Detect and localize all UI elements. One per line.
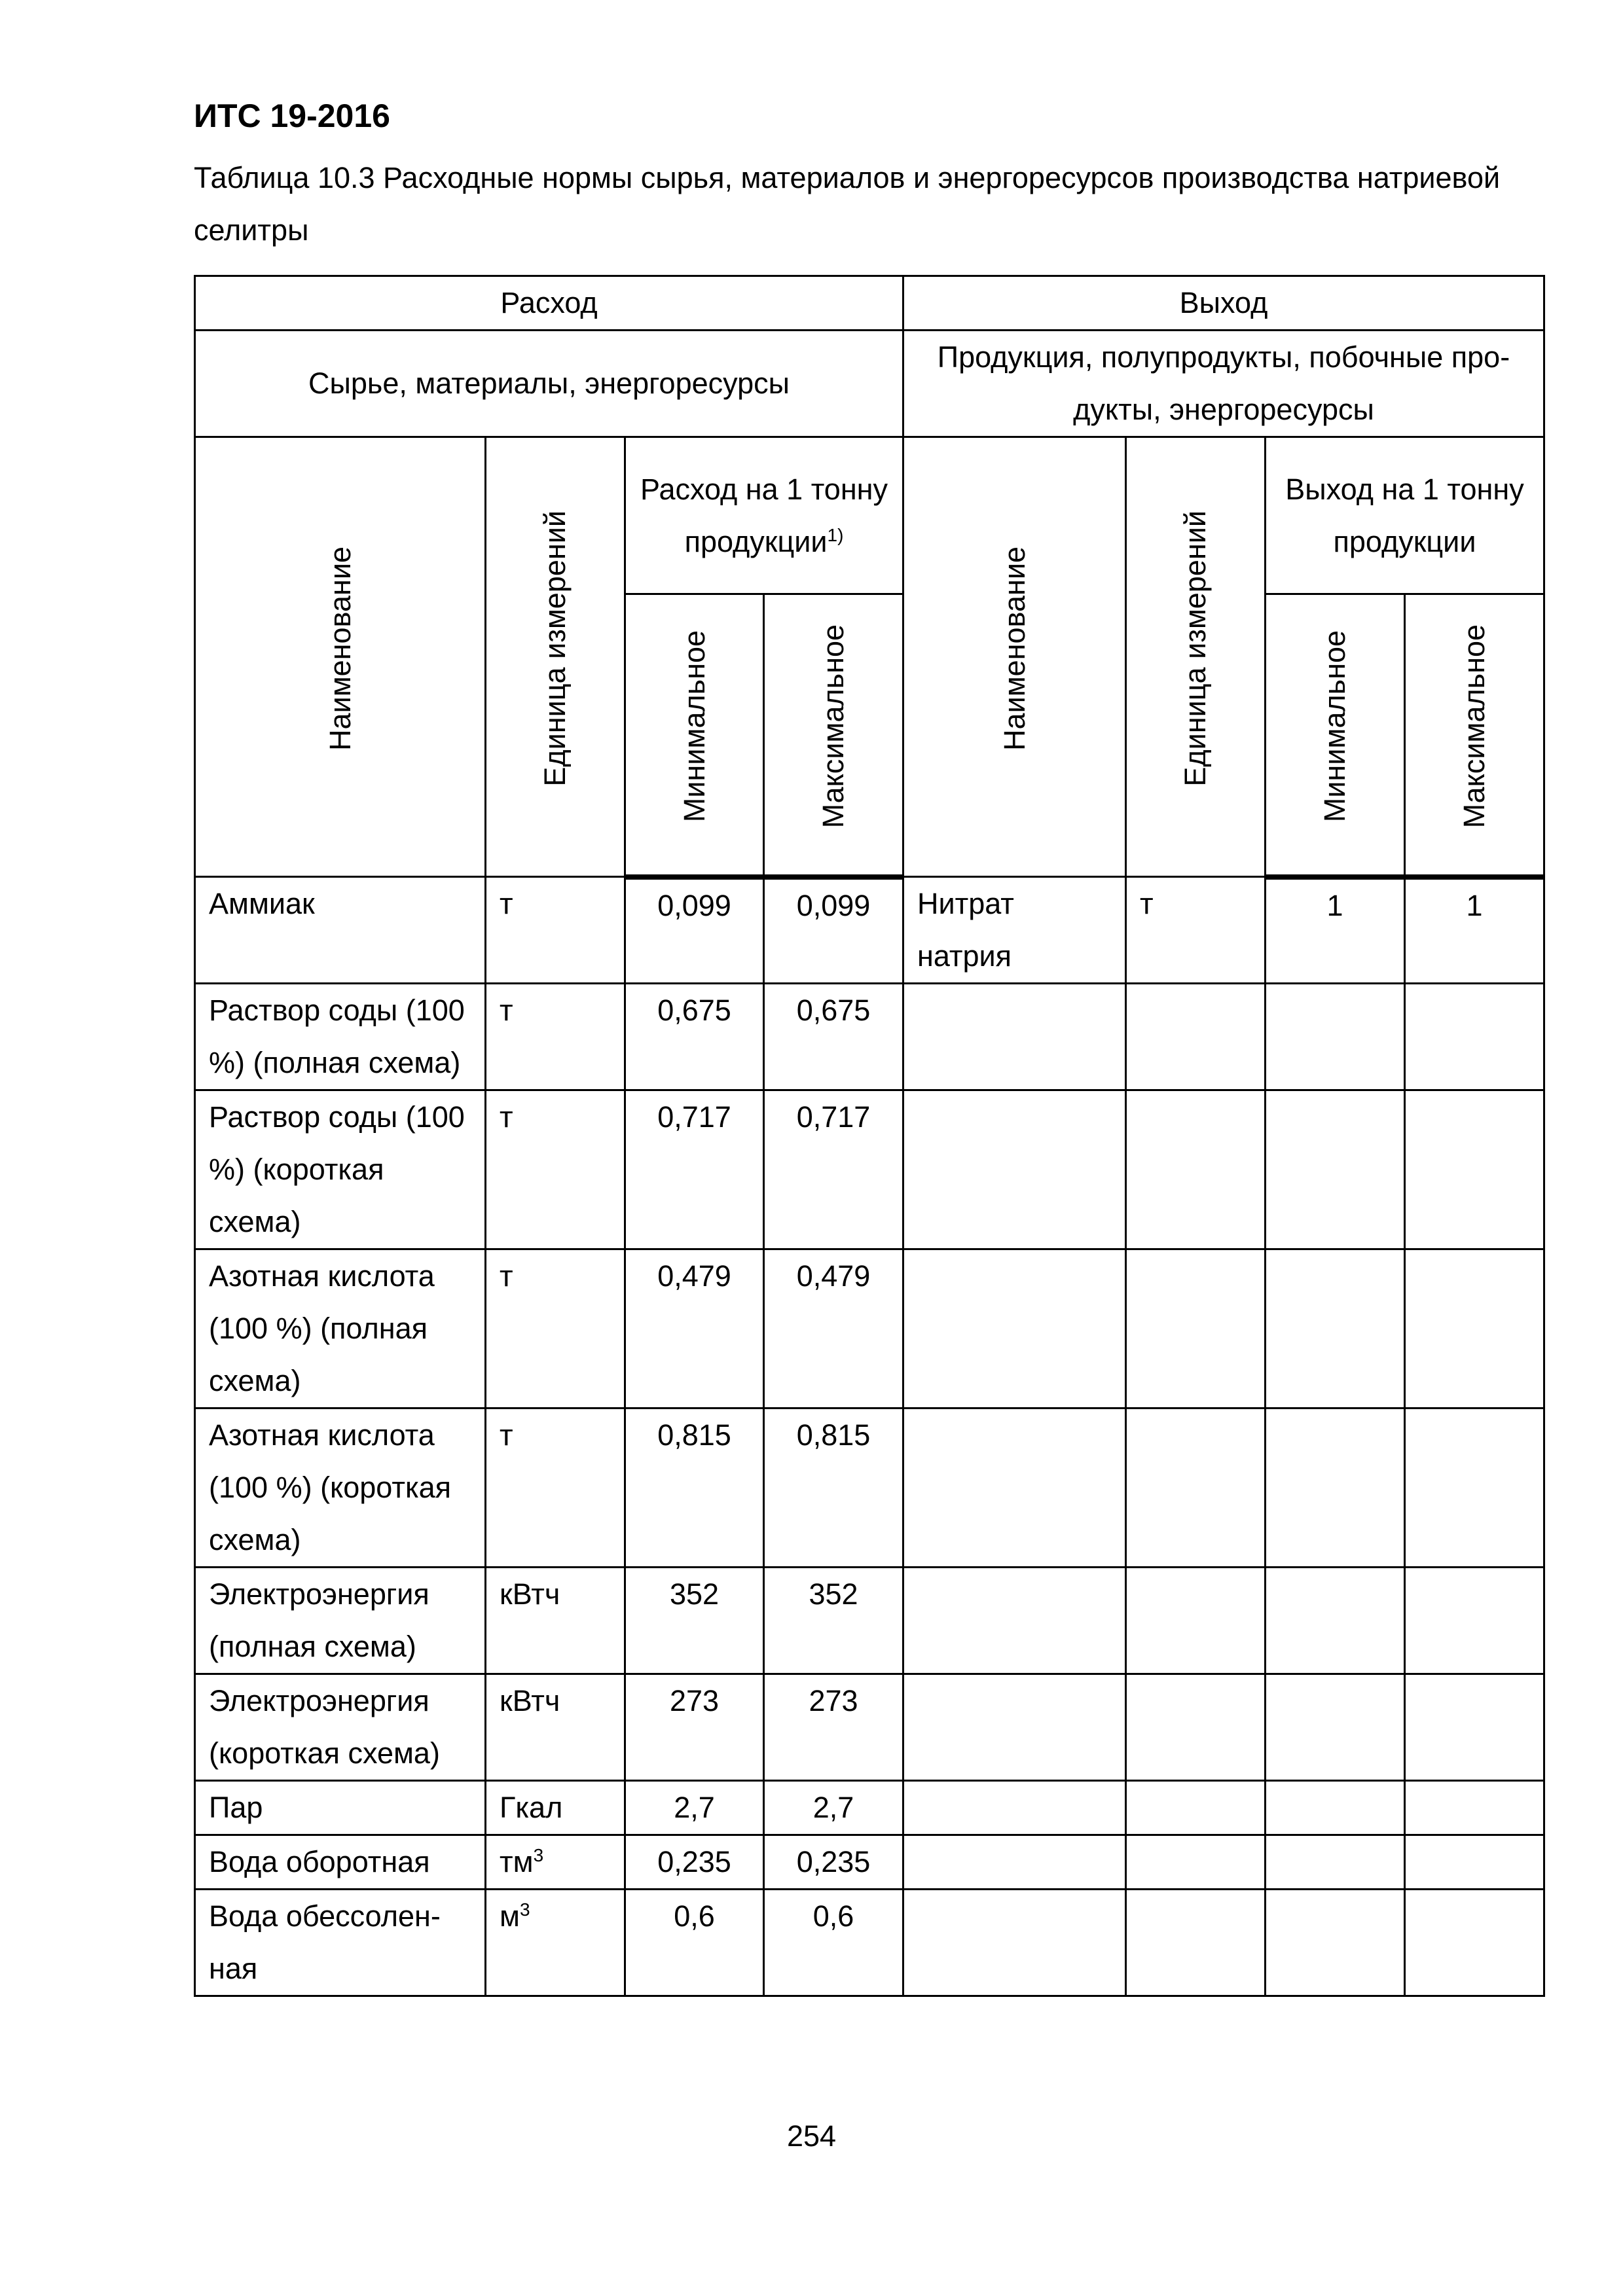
max-column-label: Максимальное	[816, 624, 850, 829]
output-max-column-header	[1405, 594, 1544, 877]
products-header: Продукция, полупродукты, побочные продукты, энергоресурсы	[903, 331, 1544, 437]
row-name: Раствор соды (100 %) (короткая схема)	[195, 1090, 486, 1249]
row-output-unit	[1126, 1090, 1266, 1249]
row-output-max	[1405, 984, 1544, 1090]
row-output-name	[903, 1890, 1126, 1996]
consumption-norms-table	[194, 275, 1545, 1997]
row-min: 0,479	[625, 1249, 764, 1408]
row-min: 273	[625, 1674, 764, 1781]
output-max-column-label: Максимальное	[1457, 624, 1491, 829]
table-row	[195, 877, 1544, 984]
row-max: 0,6	[764, 1890, 903, 1996]
row-output-min: 1	[1266, 877, 1405, 984]
output-unit-column-header	[1126, 437, 1266, 877]
min-column-header	[625, 594, 764, 877]
name-column-header	[195, 437, 486, 877]
row-output-name	[903, 1835, 1126, 1890]
row-name: Вода оборотная	[195, 1835, 486, 1890]
row-output-min	[1266, 984, 1405, 1090]
row-min: 0,815	[625, 1408, 764, 1568]
row-output-max	[1405, 1835, 1544, 1890]
row-unit: т	[486, 1090, 625, 1249]
row-unit: т	[486, 1249, 625, 1408]
row-output-unit	[1126, 1674, 1266, 1781]
row-max: 0,675	[764, 984, 903, 1090]
row-unit	[486, 1890, 625, 1996]
row-name: Вода обессоленная	[195, 1890, 486, 1996]
row-output-name	[903, 1674, 1126, 1781]
table-row	[195, 1408, 1544, 1568]
table-row	[195, 1835, 1544, 1890]
row-max: 0,717	[764, 1090, 903, 1249]
row-output-min	[1266, 1835, 1405, 1890]
row-output-max: 1	[1405, 877, 1544, 984]
row-output-min	[1266, 1781, 1405, 1835]
consumption-per-ton-label: Расход на 1 тонну продукции	[640, 472, 888, 558]
output-per-ton-header: Выход на 1 тонну продукции	[1266, 437, 1544, 594]
row-output-unit	[1126, 984, 1266, 1090]
row-output-unit	[1126, 1781, 1266, 1835]
row-output-name	[903, 1408, 1126, 1568]
page-number: 254	[786, 2119, 837, 2153]
footnote-mark: 1)	[827, 524, 844, 545]
unit-column-header	[486, 437, 625, 877]
row-max: 0,235	[764, 1835, 903, 1890]
row-unit: кВтч	[486, 1674, 625, 1781]
row-max: 352	[764, 1568, 903, 1674]
row-unit: кВтч	[486, 1568, 625, 1674]
min-column-label: Минимальное	[677, 630, 711, 823]
row-name: Электроэнергия (полная схема)	[195, 1568, 486, 1674]
row-output-max	[1405, 1674, 1544, 1781]
row-output-unit	[1126, 1249, 1266, 1408]
table-row	[195, 1890, 1544, 1996]
row-unit	[486, 1835, 625, 1890]
row-output-name	[903, 1090, 1126, 1249]
row-unit: т	[486, 1408, 625, 1568]
raw-materials-header: Сырье, материалы, энергоресурсы	[195, 331, 903, 437]
row-name: Аммиак	[195, 877, 486, 984]
row-output-min	[1266, 1890, 1405, 1996]
output-unit-column-label: Единица измерений	[1178, 511, 1212, 787]
max-column-header	[764, 594, 903, 877]
table-row	[195, 1249, 1544, 1408]
unit-column-label: Единица измерений	[538, 511, 572, 787]
table-row	[195, 1781, 1544, 1835]
unit-text: тм	[500, 1845, 534, 1878]
row-name: Азотная кислота (100 %) (короткая схема)	[195, 1408, 486, 1568]
output-min-column-label: Минимальное	[1318, 630, 1351, 823]
row-output-max	[1405, 1781, 1544, 1835]
row-output-name	[903, 1568, 1126, 1674]
consumption-header: Расход	[195, 276, 903, 331]
row-min: 0,675	[625, 984, 764, 1090]
row-max: 0,099	[764, 877, 903, 984]
row-name: Электроэнергия (короткая схема)	[195, 1674, 486, 1781]
table-caption: Таблица 10.3 Расходные нормы сырья, материалов и энергоресурсов производства натриевой селитры	[194, 161, 1501, 247]
row-output-unit: т	[1126, 877, 1266, 984]
row-output-unit	[1126, 1890, 1266, 1996]
row-name: Раствор соды (100 %) (полная схема)	[195, 984, 486, 1090]
row-min: 0,235	[625, 1835, 764, 1890]
row-unit: Гкал	[486, 1781, 625, 1835]
output-name-column-header	[903, 437, 1126, 877]
row-min: 0,717	[625, 1090, 764, 1249]
row-output-min	[1266, 1408, 1405, 1568]
row-output-min	[1266, 1090, 1405, 1249]
row-unit: т	[486, 877, 625, 984]
unit-superscript: 3	[519, 1899, 530, 1920]
row-output-max	[1405, 1249, 1544, 1408]
row-output-unit	[1126, 1408, 1266, 1568]
row-min: 352	[625, 1568, 764, 1674]
output-header: Выход	[903, 276, 1544, 331]
row-output-name: Нитрат натрия	[903, 877, 1126, 984]
row-output-name	[903, 1249, 1126, 1408]
unit-text: м	[500, 1899, 520, 1933]
table-row	[195, 1674, 1544, 1781]
table-row	[195, 1568, 1544, 1674]
row-max: 0,479	[764, 1249, 903, 1408]
document-code: ИТС 19-2016	[194, 98, 390, 134]
row-output-unit	[1126, 1568, 1266, 1674]
row-max: 2,7	[764, 1781, 903, 1835]
row-output-min	[1266, 1568, 1405, 1674]
row-name: Пар	[195, 1781, 486, 1835]
row-output-name	[903, 1781, 1126, 1835]
row-output-max	[1405, 1568, 1544, 1674]
row-output-max	[1405, 1890, 1544, 1996]
row-min: 0,099	[625, 877, 764, 984]
row-output-min	[1266, 1674, 1405, 1781]
row-output-max	[1405, 1408, 1544, 1568]
output-name-column-label: Наименование	[997, 547, 1031, 751]
row-output-name	[903, 984, 1126, 1090]
row-name: Азотная кислота (100 %) (полная схема)	[195, 1249, 486, 1408]
row-max: 0,815	[764, 1408, 903, 1568]
row-output-max	[1405, 1090, 1544, 1249]
consumption-per-ton-header	[625, 437, 903, 594]
output-min-column-header	[1266, 594, 1405, 877]
name-column-label: Наименование	[323, 547, 357, 751]
table-row	[195, 1090, 1544, 1249]
table-row	[195, 984, 1544, 1090]
row-unit: т	[486, 984, 625, 1090]
row-min: 2,7	[625, 1781, 764, 1835]
row-output-unit	[1126, 1835, 1266, 1890]
row-max: 273	[764, 1674, 903, 1781]
row-min: 0,6	[625, 1890, 764, 1996]
unit-superscript: 3	[533, 1845, 544, 1865]
row-output-min	[1266, 1249, 1405, 1408]
